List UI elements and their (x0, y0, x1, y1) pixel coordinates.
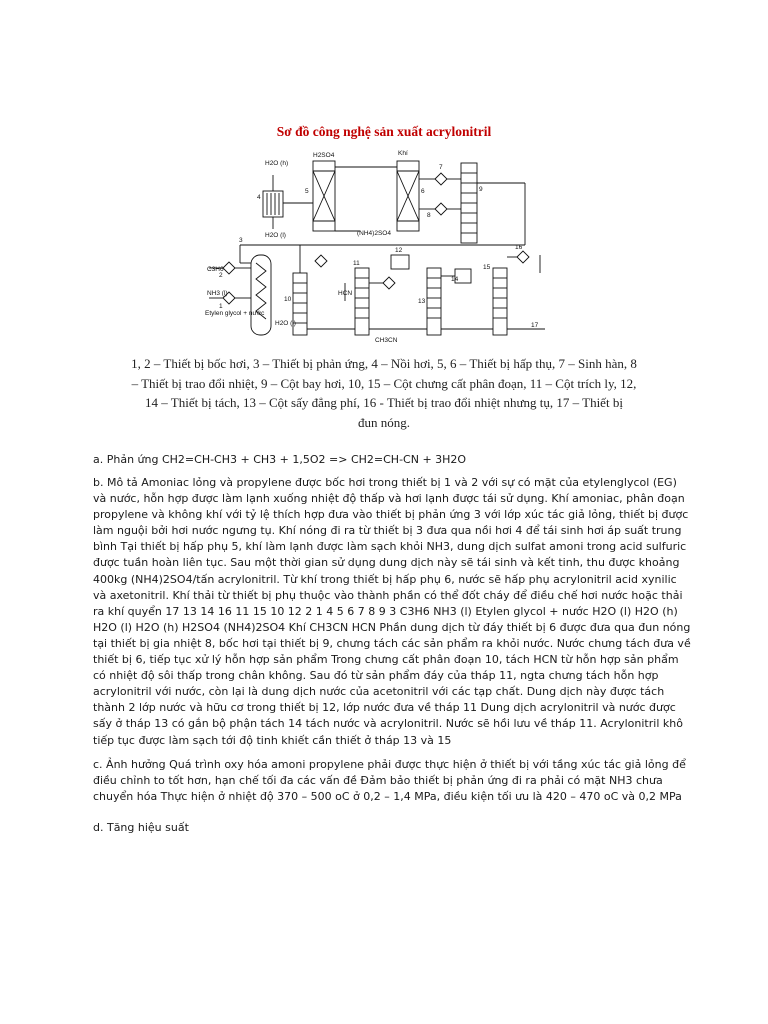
legend-line: 1, 2 – Thiết bị bốc hơi, 3 – Thiết bị phản ứng, 4 – Nồi hơi, 5, 6 – Thiết bị hấp thụ, 7 – Sinh hàn, 8 (131, 356, 637, 371)
paragraph-b: b. Mô tả Amoniac lỏng và propylene được bốc hơi trong thiết bị 1 và 2 với sự có mặt của etylenglycol (EG) và nước, hỗn hợp được làm lạnh xuống nhiệt độ thấp và hơi lạnh được tái sử dụng. Khí amoniac, phân đoạn propylene và không khí với tỷ lệ thích hợp đưa vào thiết bị phản ứng 3 với lớp xúc tác giả lỏng, thiết bị được làm nguội bởi hơi nước ngưng tụ. Khí nóng đi ra từ thiết bị 3 đưa qua nồi hơi 4 để tái sinh hơi áp suất trung bình Tại thiết bị hấp phụ 5, khí làm lạnh được làm sạch khỏi NH3, dung dịch sulfat amoni trong acid sulfuric được tuần hoàn liên tục. Sau một thời gian sử dụng dung dịch này sẽ tái sinh và kết tinh, thu được khoảng 400kg (NH4)2SO4/tấn acrylonitril. Từ khí trong thiết bị hấp phụ 6, nước sẽ hấp phụ acrylonitril acid xynilic và axetonitril. Khí thải từ thiết bị phụ thuộc vào thành phần có thể đốt cháy để điều chế hơi nước hoặc thải ra khí quyển 17 13 14 16 11 15 10 12 2 1 4 5 6 7 8 9 3 C3H6 NH3 (l) Etylen glycol + nước H2O (l) H2O (h) H2O (l) H2O (h) H2SO4 (NH4)2SO4 Khí CH3CN HCN Phần dung dịch từ đáy thiết bị 6 được đưa qua đun nóng tại thiết bị gia nhiệt 8, bốc hơi tại thiết bị 9, chưng tách các sản phẩm ra khỏi nước. Nước chưng tách đưa về thiết bị 6, tiếp tục xử lý hỗn hợp sản phẩm Trong chưng cất phân đoạn 10, tách HCN từ hỗn hợp sản phẩm có nhiệt độ sôi thấp trong chân không. Sau đó từ sản phẩm đáy của tháp 11, ngta chưng tách hỗn hợp acrylonitril với nước, còn lại là dung dịch nước của acetonitril với các tạp chất. Dung dịch này được tách thành 2 lớp nước và hữu cơ trong thiết bị 12, lớp nước đưa về tháp 11 Dung dịch acrylonitril và nước được sấy ở tháp 13 có gắn bộ phận tách 14 tách nước và acrylonitril. Nước sẽ hồi lưu về tháp 11. Acrylonitril khô tiếp tục được làm sạch tới độ tinh khiết cần thiết ở tháp 13 và 15 (93, 476, 691, 747)
label-13: 13 (418, 298, 426, 305)
boiler-4-shape (263, 191, 283, 217)
process-flow-svg (195, 143, 565, 350)
label-8: 8 (427, 212, 431, 219)
figure-legend (130, 354, 638, 432)
paragraph-d: d. Tăng hiệu suất (93, 821, 189, 834)
separator-12-shape (391, 255, 409, 269)
label-nh3: NH3 (l) (207, 290, 228, 297)
label-1: 1 (219, 303, 223, 310)
label-11: 11 (353, 260, 360, 267)
label-eg: Etylen glycol + nước (205, 310, 265, 317)
label-15: 15 (483, 264, 491, 271)
label-nh42so4: (NH4)2SO4 (357, 230, 391, 237)
label-17: 17 (531, 322, 539, 329)
label-hcn: HCN (338, 290, 353, 297)
label-12: 12 (395, 247, 403, 254)
label-4: 4 (257, 194, 261, 201)
label-7: 7 (439, 164, 443, 171)
label-6: 6 (421, 188, 425, 195)
legend-line: – Thiết bị trao đổi nhiệt, 9 – Cột bay hơi, 10, 15 – Cột chưng cất phân đoạn, 11 – Cột trích ly, 12, (131, 375, 637, 391)
legend-line: đun nóng. (358, 414, 410, 430)
label-14: 14 (451, 276, 459, 283)
label-2: 2 (219, 272, 223, 279)
paragraph-c: c. Ảnh hưởng Quá trình oxy hóa amoni propylene phải được thực hiện ở thiết bị với tầng xúc tác giả lỏng để điều chỉnh to tốt hơn, hạn chế tối đa các vấn đề Đảm bảo thiết bị phản ứng đi ra phải có mặt NH3 chưa chuyển hóa Thực hiện ở nhiệt độ 370 – 500 oC ở 0,2 – 1,4 MPa, điều kiện tối ưu là 420 – 470 oC và 0,2 MPa (93, 758, 686, 804)
legend-line: 14 – Thiết bị tách, 13 – Cột sấy đẳng phí, 16 - Thiết bị trao đổi nhiệt nhưng tụ, 17 – Thiết bị (145, 395, 623, 410)
label-c3h6: C3H6 (207, 266, 224, 273)
paragraph-a: a. Phản ứng CH2=CH-CH3 + CH3 + 1,5O2 => CH2=CH-CN + 3H2O (93, 453, 467, 466)
label-h2o-h: H2O (h) (265, 160, 289, 167)
label-h2o-l: H2O (l) (265, 232, 286, 239)
label-9: 9 (479, 186, 483, 193)
label-ch3cn: CH3CN (375, 337, 398, 344)
label-10: 10 (284, 296, 292, 303)
label-h2o-lb: H2O (l) (275, 320, 296, 327)
process-flow-diagram (195, 143, 565, 350)
label-h2so4: H2SO4 (313, 152, 335, 159)
label-khi: Khí (398, 150, 408, 157)
label-16: 16 (515, 244, 523, 251)
label-5: 5 (305, 188, 309, 195)
figure-title: Sơ đồ công nghệ sản xuất acrylonitril (276, 124, 492, 139)
label-3: 3 (239, 237, 243, 244)
